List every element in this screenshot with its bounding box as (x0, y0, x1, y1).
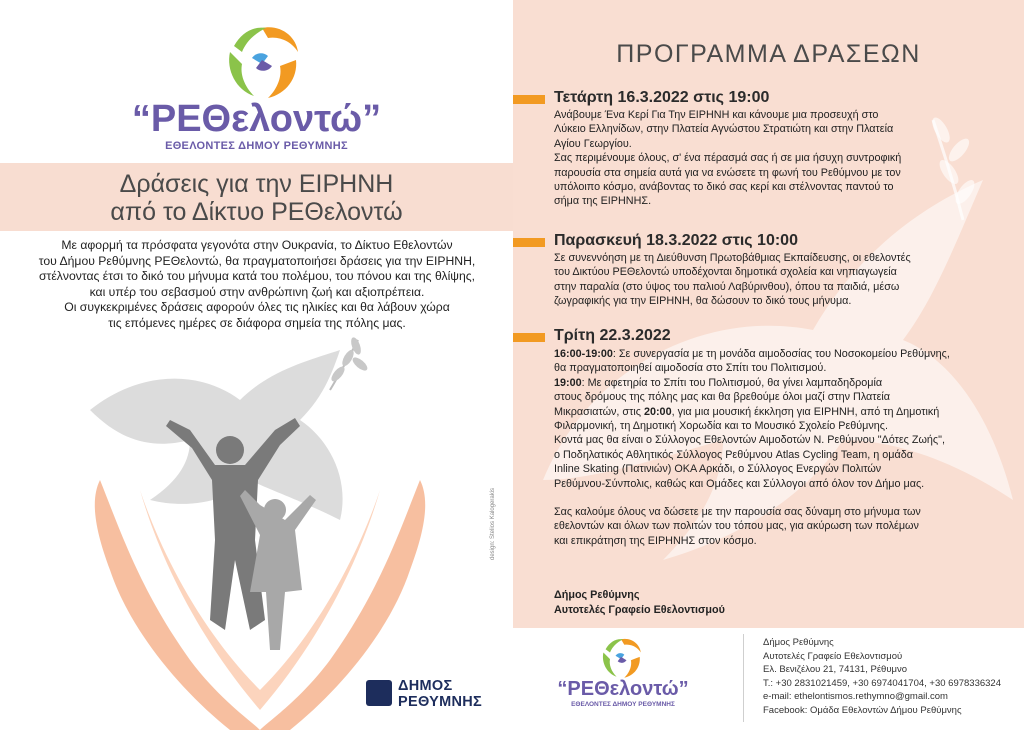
contact-phone: Τ.: +30 2831021459, +30 6974041704, +30 6978336324 (763, 677, 1002, 689)
event-line: σήμα της ΕΙΡΗΝΗΣ. (554, 195, 652, 208)
event-time: 16:00-19:00 (554, 348, 613, 360)
event-description (554, 251, 994, 309)
event-line: Ρεθύμνου-Σύνπολις, καθώς και Ομάδες και Σύλλογοι από όλον τον Δήμο μας. (554, 477, 925, 490)
event-line: Φιλαρμονική, τη Δημοτική Χορωδία και το Μουσικό Σχολείο Ρεθύμνης. (554, 420, 888, 433)
program-panel (513, 0, 1024, 628)
event-line: Λύκειο Ελληνίδων, στην Πλατεία Αγνώστου Στρατιώτη και στην Πλατεία (554, 123, 894, 136)
event-line: Αγίου Γεωργίου. (554, 137, 632, 150)
brand-name: “ΡΕΘελοντώ” (131, 98, 382, 140)
event-time: 19:00 (554, 376, 582, 389)
event-line-text: Μικρασιατών, στις (554, 405, 644, 418)
event-line: ζωγραφικής για την ΕΙΡΗΝΗ, θα δώσουν το δικό τους μήνυμα. (554, 295, 852, 308)
municipality-logo (366, 676, 501, 716)
page-title-line-1: Δράσεις για την ΕΙΡΗΝΗ (119, 170, 394, 198)
brand-name: “ΡΕΘελοντώ” (557, 678, 689, 700)
event-marker (513, 333, 545, 342)
event-line: θα πραγματοποιηθεί αιμοδοσία στο Σπίτι του Πολιτισμού. (554, 362, 827, 375)
event-line: Σε συνεννόηση με τη Διεύθυνση Πρωτοβάθμιας Εκπαίδευσης, οι εθελοντές (554, 252, 911, 264)
signature (554, 588, 725, 618)
event-time: 20:00 (643, 405, 672, 418)
intro-line: και υπέρ του σεβασμού στην ανθρώπινη ζωή και αξιοπρέπεια. (89, 284, 425, 299)
event-date: Τρίτη 22.3.2022 (554, 327, 671, 344)
contact-email: e-mail: ethelontismos.rethymno@gmail.com (763, 691, 948, 703)
intro-line: του Δήμου Ρεθύμνης ΡΕΘελοντώ, θα πραγματοποιήσει δράσεις για την ΕΙΡΗΝΗ, (38, 253, 476, 268)
event-line: εθελοντών και όλων των πολιτών του τόπου μας, για ακύρωση των πολέμων (554, 520, 919, 533)
program-title: ΠΡΟΓΡΑΜΜΑ ΔΡΑΣΕΩΝ (616, 40, 921, 68)
design-credit: design: Stelios Kalogerakis (490, 487, 496, 560)
page-title-line-2: από το Δίκτυο ΡΕΘελοντώ (110, 198, 403, 226)
event-date: Τετάρτη 16.3.2022 στις 19:00 (554, 89, 770, 106)
event-description (554, 347, 994, 548)
signature-line: Δήμος Ρεθύμνης (554, 589, 640, 601)
brand-subtitle: ΕΘΕΛΟΝΤΕΣ ΔΗΜΟΥ ΡΕΘΥΜΝΗΣ (571, 701, 675, 708)
event-line: Σας καλούμε όλους να δώσετε με την παρουσία σας δύναμη στο μήνυμα των (554, 506, 921, 519)
event-line-text: : Σε συνεργασία με τη μονάδα αιμοδοσίας του Νοσοκομείου Ρεθύμνης, (612, 348, 950, 360)
event-description (554, 108, 994, 209)
event-line: παρουσία στα σημεία αυτά για να ενώσετε τη φωνή του Ρεθύμνου με τον (554, 166, 901, 179)
event-line-text: : Με αφετηρία το Σπίτι του Πολιτισμού, θα γίνει λαμπαδηδρομία (581, 376, 883, 389)
contact-facebook: Facebook: Ομάδα Εθελοντών Δήμου Ρεθύμνης (763, 704, 962, 716)
municipality-name-line-2: ΡΕΘΥΜΝΗΣ (398, 694, 483, 710)
municipality-emblem-icon (366, 680, 392, 706)
event-line: υπόλοιπο κόσμο, ανάβοντας το δικό σας κερί και στέλνοντας παντού το (554, 181, 894, 194)
event-marker (513, 238, 545, 247)
intro-line: στέλνοντας έτσι το δικό του μήνυμα κατά του πολέμου, του πόνου και της θλίψης, (38, 269, 476, 284)
municipality-name-line-1: ΔΗΜΟΣ (398, 678, 453, 694)
contact-line: Ελ. Βενιζέλου 21, 74131, Ρέθυμνο (763, 664, 908, 676)
intro-line: Με αφορμή τα πρόσφατα γεγονότα στην Ουκρανία, το Δίκτυο Εθελοντών (61, 238, 453, 252)
event-line-text: , για μια μουσική έκκληση για ΕΙΡΗΝΗ, από τη Δημοτική (671, 405, 940, 418)
event-line (554, 347, 994, 361)
footer (513, 628, 1024, 731)
event-line: Κοντά μας θα είναι ο Σύλλογος Εθελοντών Αιμοδοτών Ν. Ρεθύμνου "Δότες Ζωής", (554, 434, 945, 447)
event-line: του Δικτύου ΡΕΘελοντώ υποδέχονται δημοτικά σχολεία και νηπιαγωγεία (554, 266, 897, 279)
event-line: στους δρόμους της πόλης μας και θα βρεθούμε όλοι μαζί στην Πλατεία (554, 391, 891, 404)
volunteer-hands-logo-icon (222, 22, 302, 102)
spacer (554, 491, 994, 505)
volunteer-hands-logo-icon (599, 636, 643, 680)
intro-line: Οι συγκεκριμένες δράσεις αφορούν όλες τις ηλικίες και θα λάβουν χώρα (64, 300, 450, 315)
event-marker (513, 95, 545, 104)
event-line: στην παραλία (στο ύψος του παλιού Λαβύρινθου), όπου τα παιδιά, μέσω (554, 280, 900, 293)
peace-illustration (80, 330, 440, 730)
event-line: Inline Skating (Πατινιών) ΟΚΑ Αρκάδι, ο Σύλλογος Ενεργών Πολιτών (554, 463, 882, 476)
intro-line: τις επόμενες ημέρες σε διάφορα σημεία της πόλης μας. (108, 315, 406, 330)
contact-line: Δήμος Ρεθύμνης (763, 637, 834, 648)
brand-subtitle: ΕΘΕΛΟΝΤΕΣ ΔΗΜΟΥ ΡΕΘΥΜΝΗΣ (165, 140, 348, 152)
event-line (554, 376, 994, 390)
event-line: Σας περιμένουμε όλους, σ' ένα πέρασμά σας ή σε μια ήσυχη συντροφική (554, 152, 902, 165)
signature-line: Αυτοτελές Γραφείο Εθελοντισμού (554, 604, 725, 616)
intro-paragraph (26, 238, 488, 332)
divider (743, 634, 744, 722)
event-date: Παρασκευή 18.3.2022 στις 10:00 (554, 232, 798, 249)
event-line: και επικράτηση της ΕΙΡΗΝΗΣ στον κόσμο. (554, 534, 757, 547)
contact-info (763, 636, 1023, 718)
event-line: Ανάβουμε Ένα Κερί Για Την ΕΙΡΗΝΗ και κάνουμε μια προσευχή στο (554, 109, 879, 121)
event-line (554, 405, 994, 419)
contact-line: Αυτοτελές Γραφείο Εθελοντισμού (763, 650, 903, 662)
event-line: ο Ποδηλατικός Αθλητικός Σύλλογος Ρεθύμνου Atlas Cycling Team, η ομάδα (554, 448, 913, 461)
